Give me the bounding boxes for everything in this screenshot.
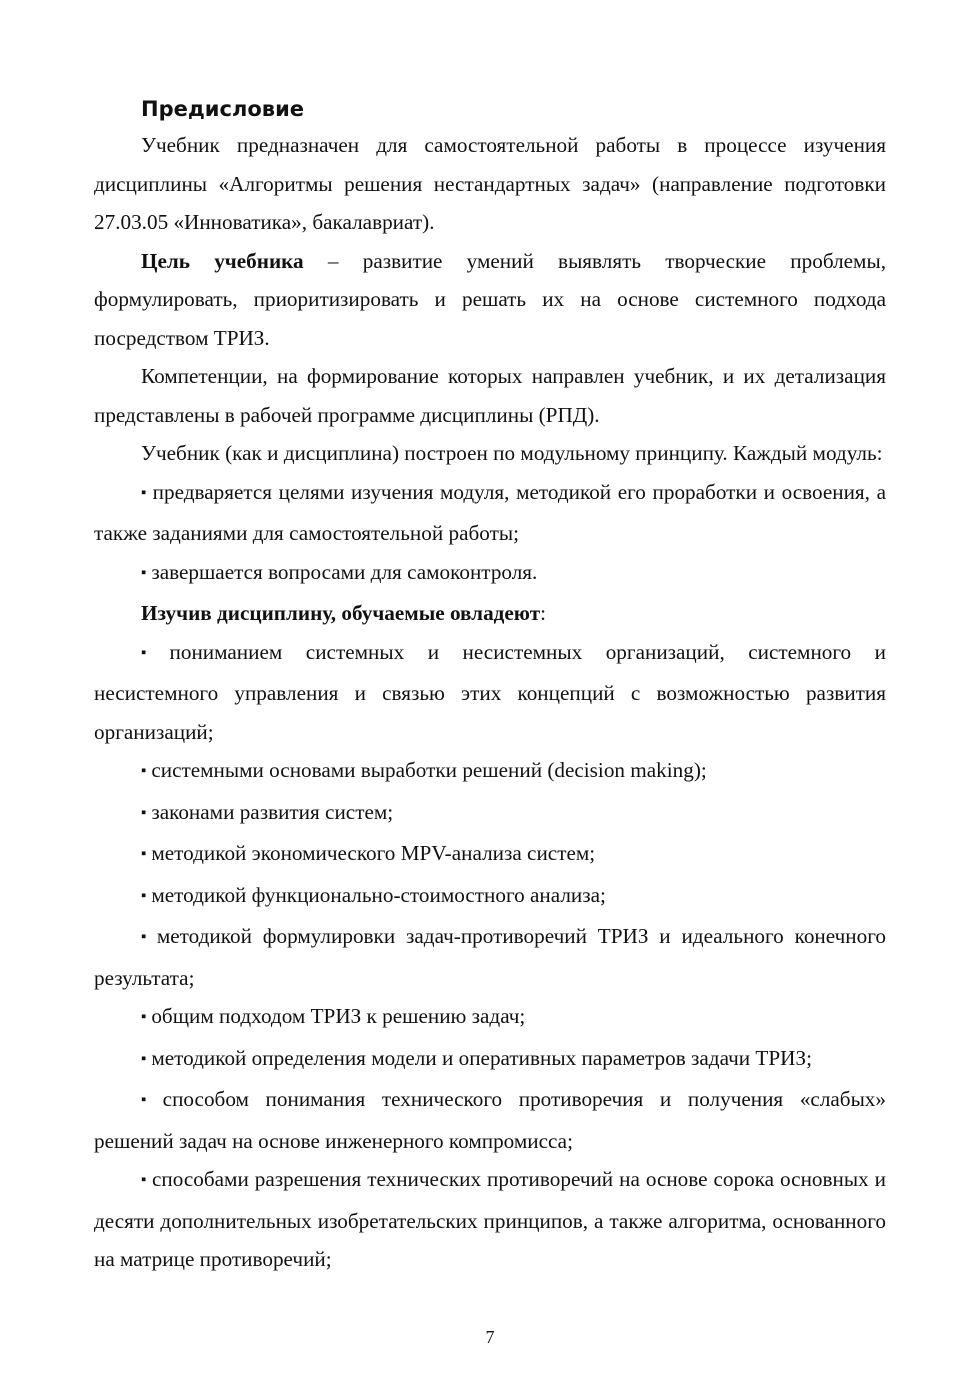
goal-label: Цель учебника: [141, 248, 304, 273]
list-item-text: предваряется целями изучения модуля, методикой его проработки и освоения, а также заданиями для самостоятельной работы;: [94, 479, 886, 545]
bullet-icon: ▪: [141, 484, 148, 501]
section-heading: Предисловие: [141, 97, 305, 121]
list-item: [94, 553, 886, 595]
list-item-text: общим подходом ТРИЗ к решению задач;: [151, 1004, 526, 1028]
goal-text: – развитие умений выявлять творческие проблемы, формулировать, приоритизировать и решать их на основе системного подхода посредством ТРИЗ.: [94, 248, 886, 350]
page-number: 7: [485, 1327, 495, 1347]
list-item-text: пониманием системных и несистемных организаций, системного и несистемного управления и связью этих концепций с возможностью развития организаций;: [94, 639, 886, 744]
outcomes-colon: :: [540, 601, 546, 625]
list-item: [94, 633, 886, 752]
list-item: [94, 1160, 886, 1279]
bullet-icon: ▪: [141, 1092, 158, 1108]
outcomes-intro: [94, 594, 886, 633]
bullet-icon: ▪: [141, 887, 147, 904]
bullet-icon: ▪: [141, 644, 165, 661]
bullet-icon: ▪: [141, 1172, 147, 1188]
list-item: [94, 834, 886, 876]
list-item-text: способами разрешения технических противоречий на основе сорока основных и десяти дополнительных изобретательских принципов, а также алгоритма, основанного на матрице противоречий;: [94, 1167, 886, 1271]
list-item: [94, 997, 886, 1039]
competencies-paragraph: Компетенции, на формирование которых направлен учебник, и их детализация представлены в рабочей программе дисциплины (РПД).: [94, 364, 886, 427]
outcomes-label: Изучив дисциплину, обучаемые овладеют: [141, 601, 541, 625]
list-item: [94, 751, 886, 793]
list-item: [94, 793, 886, 835]
list-item-text: методикой экономического MPV-анализа систем;: [151, 841, 596, 865]
bullet-icon: ▪: [141, 564, 147, 581]
bullet-icon: ▪: [141, 1050, 147, 1067]
list-item-text: способом понимания технического противоречия и получения «слабых» решений задач на основе инженерного компромисса;: [94, 1087, 886, 1153]
list-item: [94, 1039, 886, 1081]
bullet-icon: ▪: [141, 1009, 147, 1025]
list-item-text: методикой определения модели и оперативных параметров задачи ТРИЗ;: [151, 1045, 812, 1070]
list-item-text: завершается вопросами для самоконтроля.: [151, 559, 538, 584]
page-body: [94, 92, 886, 1279]
list-item: [94, 876, 886, 918]
list-item-text: методикой функционально-стоимостного анализа;: [151, 882, 606, 907]
purpose-paragraph: Учебник предназначен для самостоятельной работы в процессе изучения дисциплины «Алгоритмы решения нестандартных задач» (направление подготовки 27.03.05 «Инноватика», бакалавриат).: [94, 133, 886, 234]
bullet-icon: ▪: [141, 804, 147, 821]
bullet-icon: ▪: [141, 763, 147, 779]
list-item: [94, 1080, 886, 1160]
list-item-text: методикой формулировки задач-противоречий ТРИЗ и идеального конечного результата;: [94, 924, 886, 990]
bullet-icon: ▪: [141, 929, 152, 945]
list-item-text: системными основами выработки решений (decision making);: [151, 758, 707, 782]
list-item: [94, 473, 886, 553]
structure-paragraph: Учебник (как и дисциплина) построен по модульному принципу. Каждый модуль:: [141, 441, 883, 465]
goal-paragraph: [94, 242, 886, 358]
list-item: [94, 917, 886, 997]
bullet-icon: ▪: [141, 846, 147, 862]
list-item-text: законами развития систем;: [151, 799, 394, 824]
